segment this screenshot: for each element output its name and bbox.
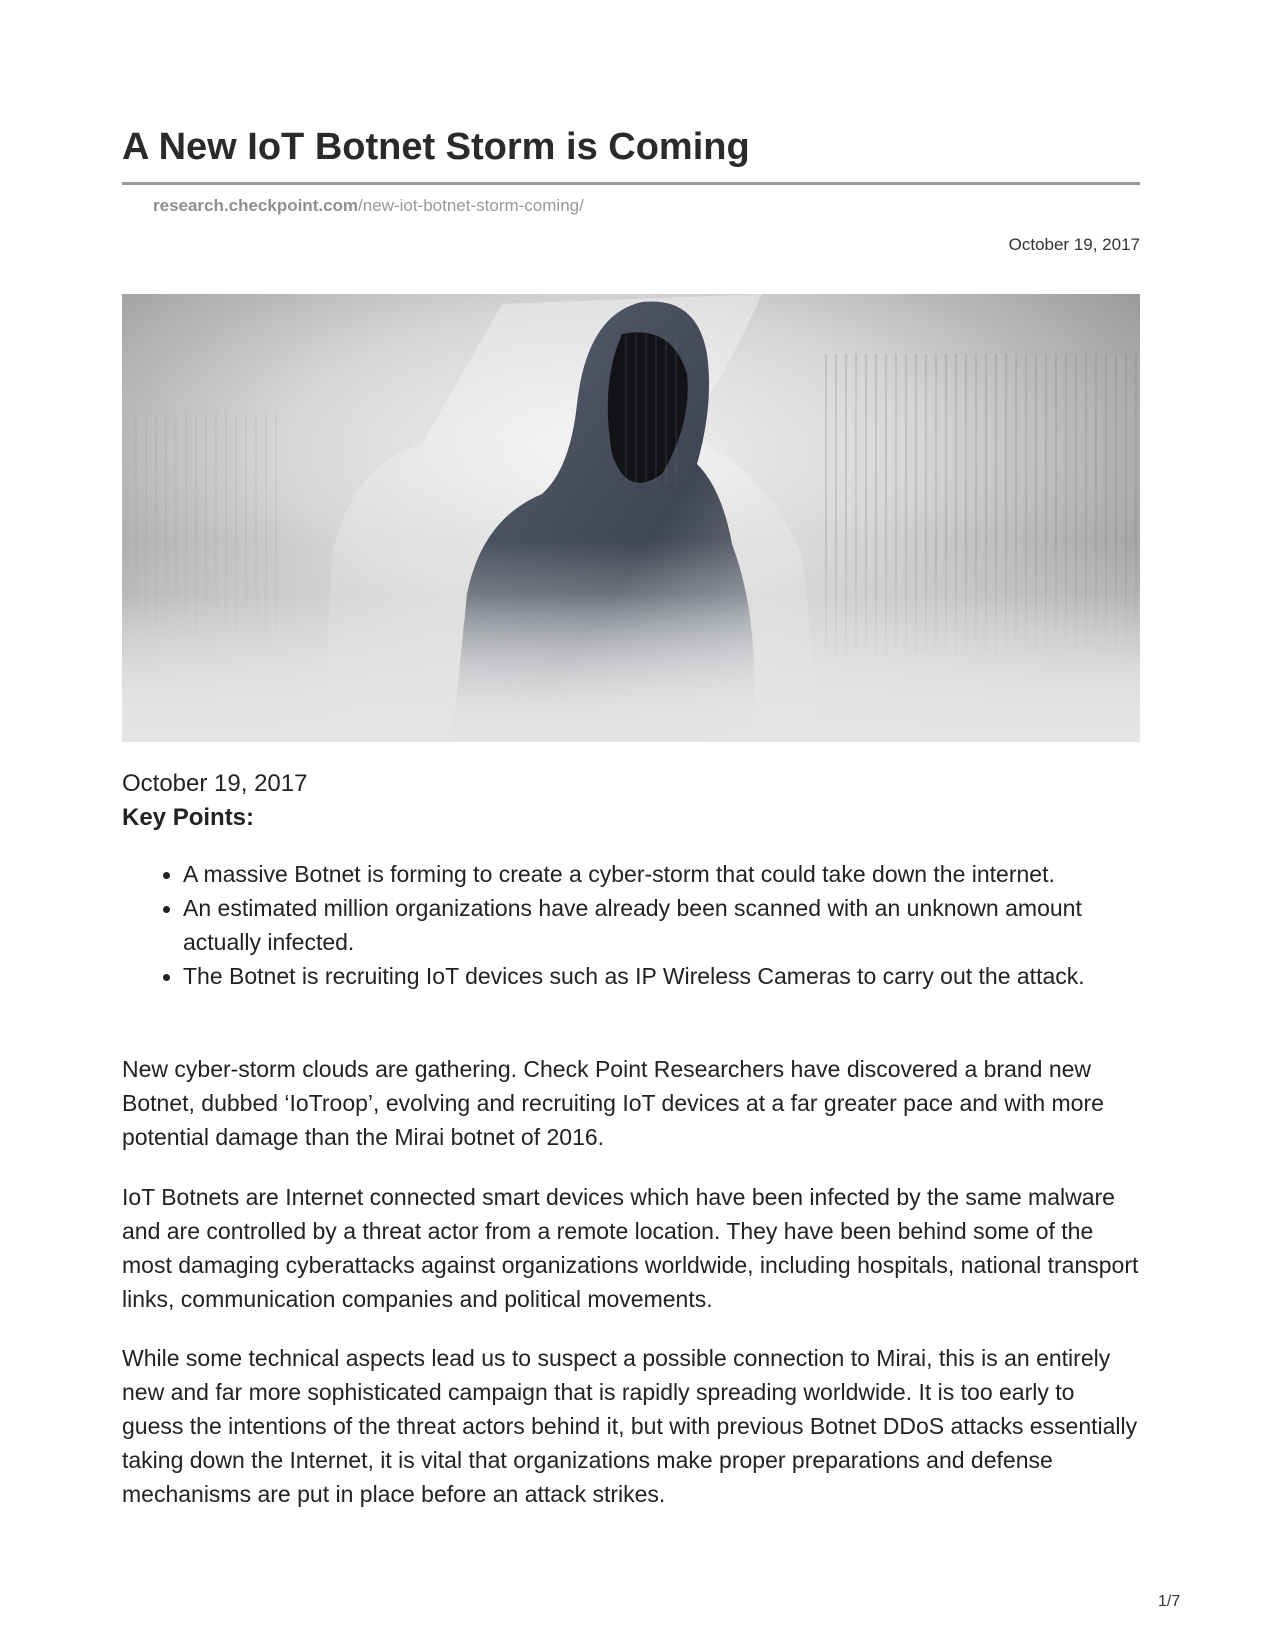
- hero-image: [122, 294, 1140, 742]
- article-date: October 19, 2017: [122, 770, 308, 797]
- hooded-figure-image: [122, 294, 1140, 742]
- title-divider: [122, 182, 1140, 185]
- header-date: October 19, 2017: [1008, 235, 1140, 254]
- list-item: An estimated million organizations have already been scanned with an unknown amount actually infected.: [183, 891, 1140, 959]
- key-points-heading: Key Points:: [122, 804, 255, 831]
- source-url[interactable]: [153, 196, 584, 216]
- body-paragraph: New cyber-storm clouds are gathering. Check Point Researchers have discovered a brand new Botnet, dubbed ‘IoTroop’, evolving and recruiting IoT devices at a far greater pace and with more potential damage than the Mirai botnet of 2016.: [122, 1056, 1104, 1150]
- list-item: A massive Botnet is forming to create a cyber-storm that could take down the internet.: [183, 857, 1140, 891]
- page-title: A New IoT Botnet Storm is Coming: [122, 126, 750, 168]
- key-points-list: [122, 857, 1140, 993]
- page-number: 1/7: [1158, 1593, 1181, 1610]
- source-url-domain[interactable]: research.checkpoint.com: [153, 196, 359, 215]
- body-paragraph: While some technical aspects lead us to suspect a possible connection to Mirai, this is an entirely new and far more sophisticated campaign that is rapidly spreading worldwide. It is too early to guess the intentions of the threat actors behind it, but with previous Botnet DDoS attacks essentially taking down the Internet, it is vital that organizations make proper preparations and defense mechanisms are put in place before an attack strikes.: [122, 1345, 1138, 1507]
- source-url-path[interactable]: /new-iot-botnet-storm-coming/: [358, 196, 584, 215]
- list-item: The Botnet is recruiting IoT devices such as IP Wireless Cameras to carry out the attack.: [183, 959, 1140, 993]
- body-paragraph: IoT Botnets are Internet connected smart devices which have been infected by the same malware and are controlled by a threat actor from a remote location. They have been behind some of the most damaging cyberattacks against organizations worldwide, including hospitals, national transport links, communication companies and political movements.: [122, 1184, 1139, 1312]
